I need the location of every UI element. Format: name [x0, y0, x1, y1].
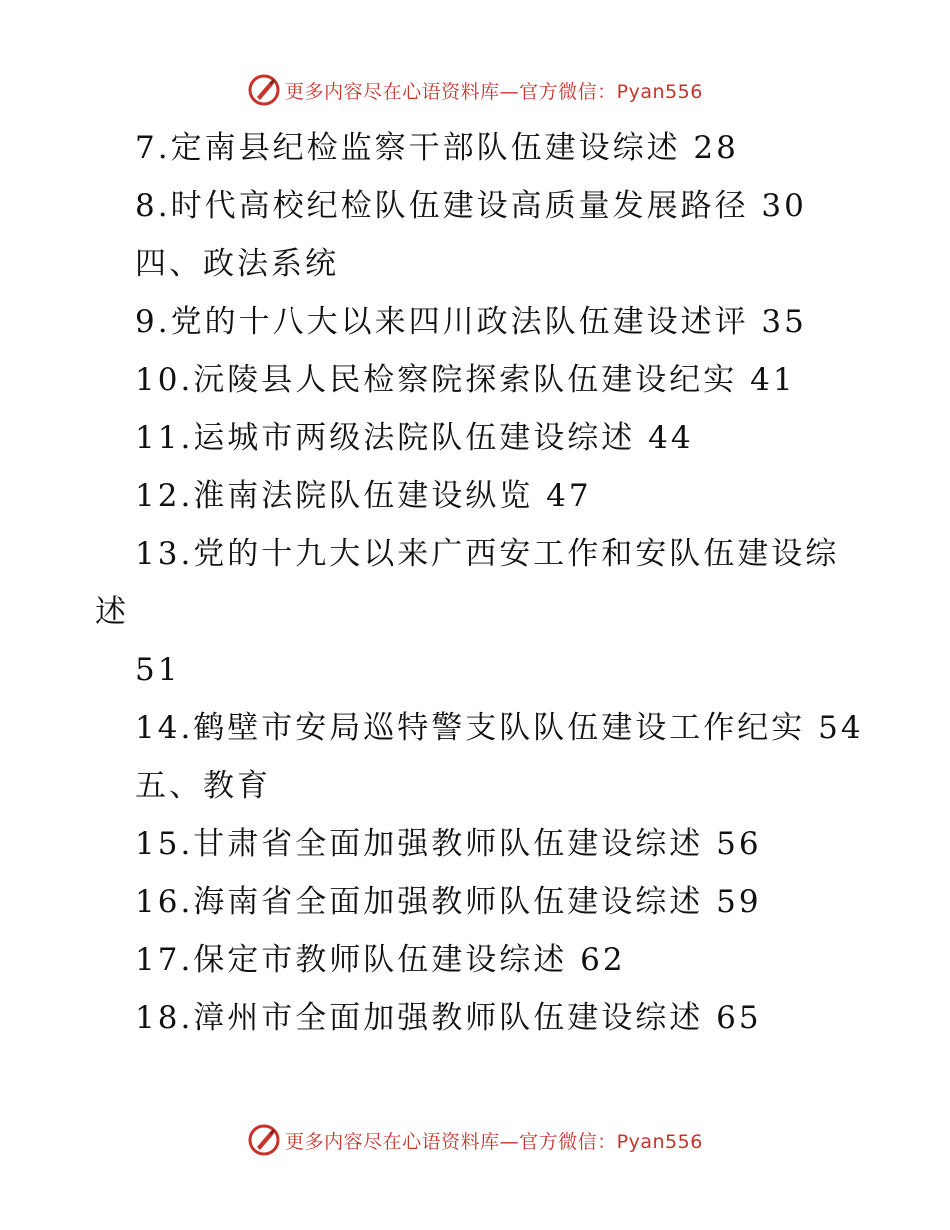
toc-entry: 15.甘肃省全面加强教师队伍建设综述 56 [135, 826, 762, 862]
footer-watermark [0, 1120, 950, 1160]
header-watermark [0, 70, 950, 110]
toc-entry: 14.鹤壁市安局巡特警支队队伍建设工作纪实 54 [135, 710, 864, 746]
toc-entry: 17.保定市教师队伍建设综述 62 [135, 942, 626, 978]
watermark-text: 更多内容尽在心语资料库—官方微信：Pyan556 [285, 80, 703, 103]
toc-section-heading: 五、教育 [135, 768, 271, 804]
toc-entry-continuation: 述 [95, 594, 129, 630]
toc-entry: 10.沅陵县人民检察院探索队伍建设纪实 41 [135, 362, 796, 398]
toc-section-heading: 四、政法系统 [135, 246, 339, 282]
toc-page-number: 51 [135, 652, 181, 688]
toc-entry: 9.党的十八大以来四川政法队伍建设述评 35 [135, 304, 807, 340]
toc-entry: 11.运城市两级法院队伍建设综述 44 [135, 420, 694, 456]
watermark-text: 更多内容尽在心语资料库—官方微信：Pyan556 [285, 1130, 703, 1153]
pen-nib-logo-icon [247, 1123, 281, 1157]
pen-nib-logo-icon [247, 73, 281, 107]
toc-entry: 12.淮南法院队伍建设纵览 47 [135, 478, 592, 514]
toc-entry: 8.时代高校纪检队伍建设高质量发展路径 30 [135, 188, 807, 224]
toc-entry: 16.海南省全面加强教师队伍建设综述 59 [135, 884, 762, 920]
toc-entry: 18.漳州市全面加强教师队伍建设综述 65 [135, 1000, 762, 1036]
toc-entry: 13.党的十九大以来广西安工作和安队伍建设综 [135, 536, 840, 572]
toc-entry: 7.定南县纪检监察干部队伍建设综述 28 [135, 130, 739, 166]
